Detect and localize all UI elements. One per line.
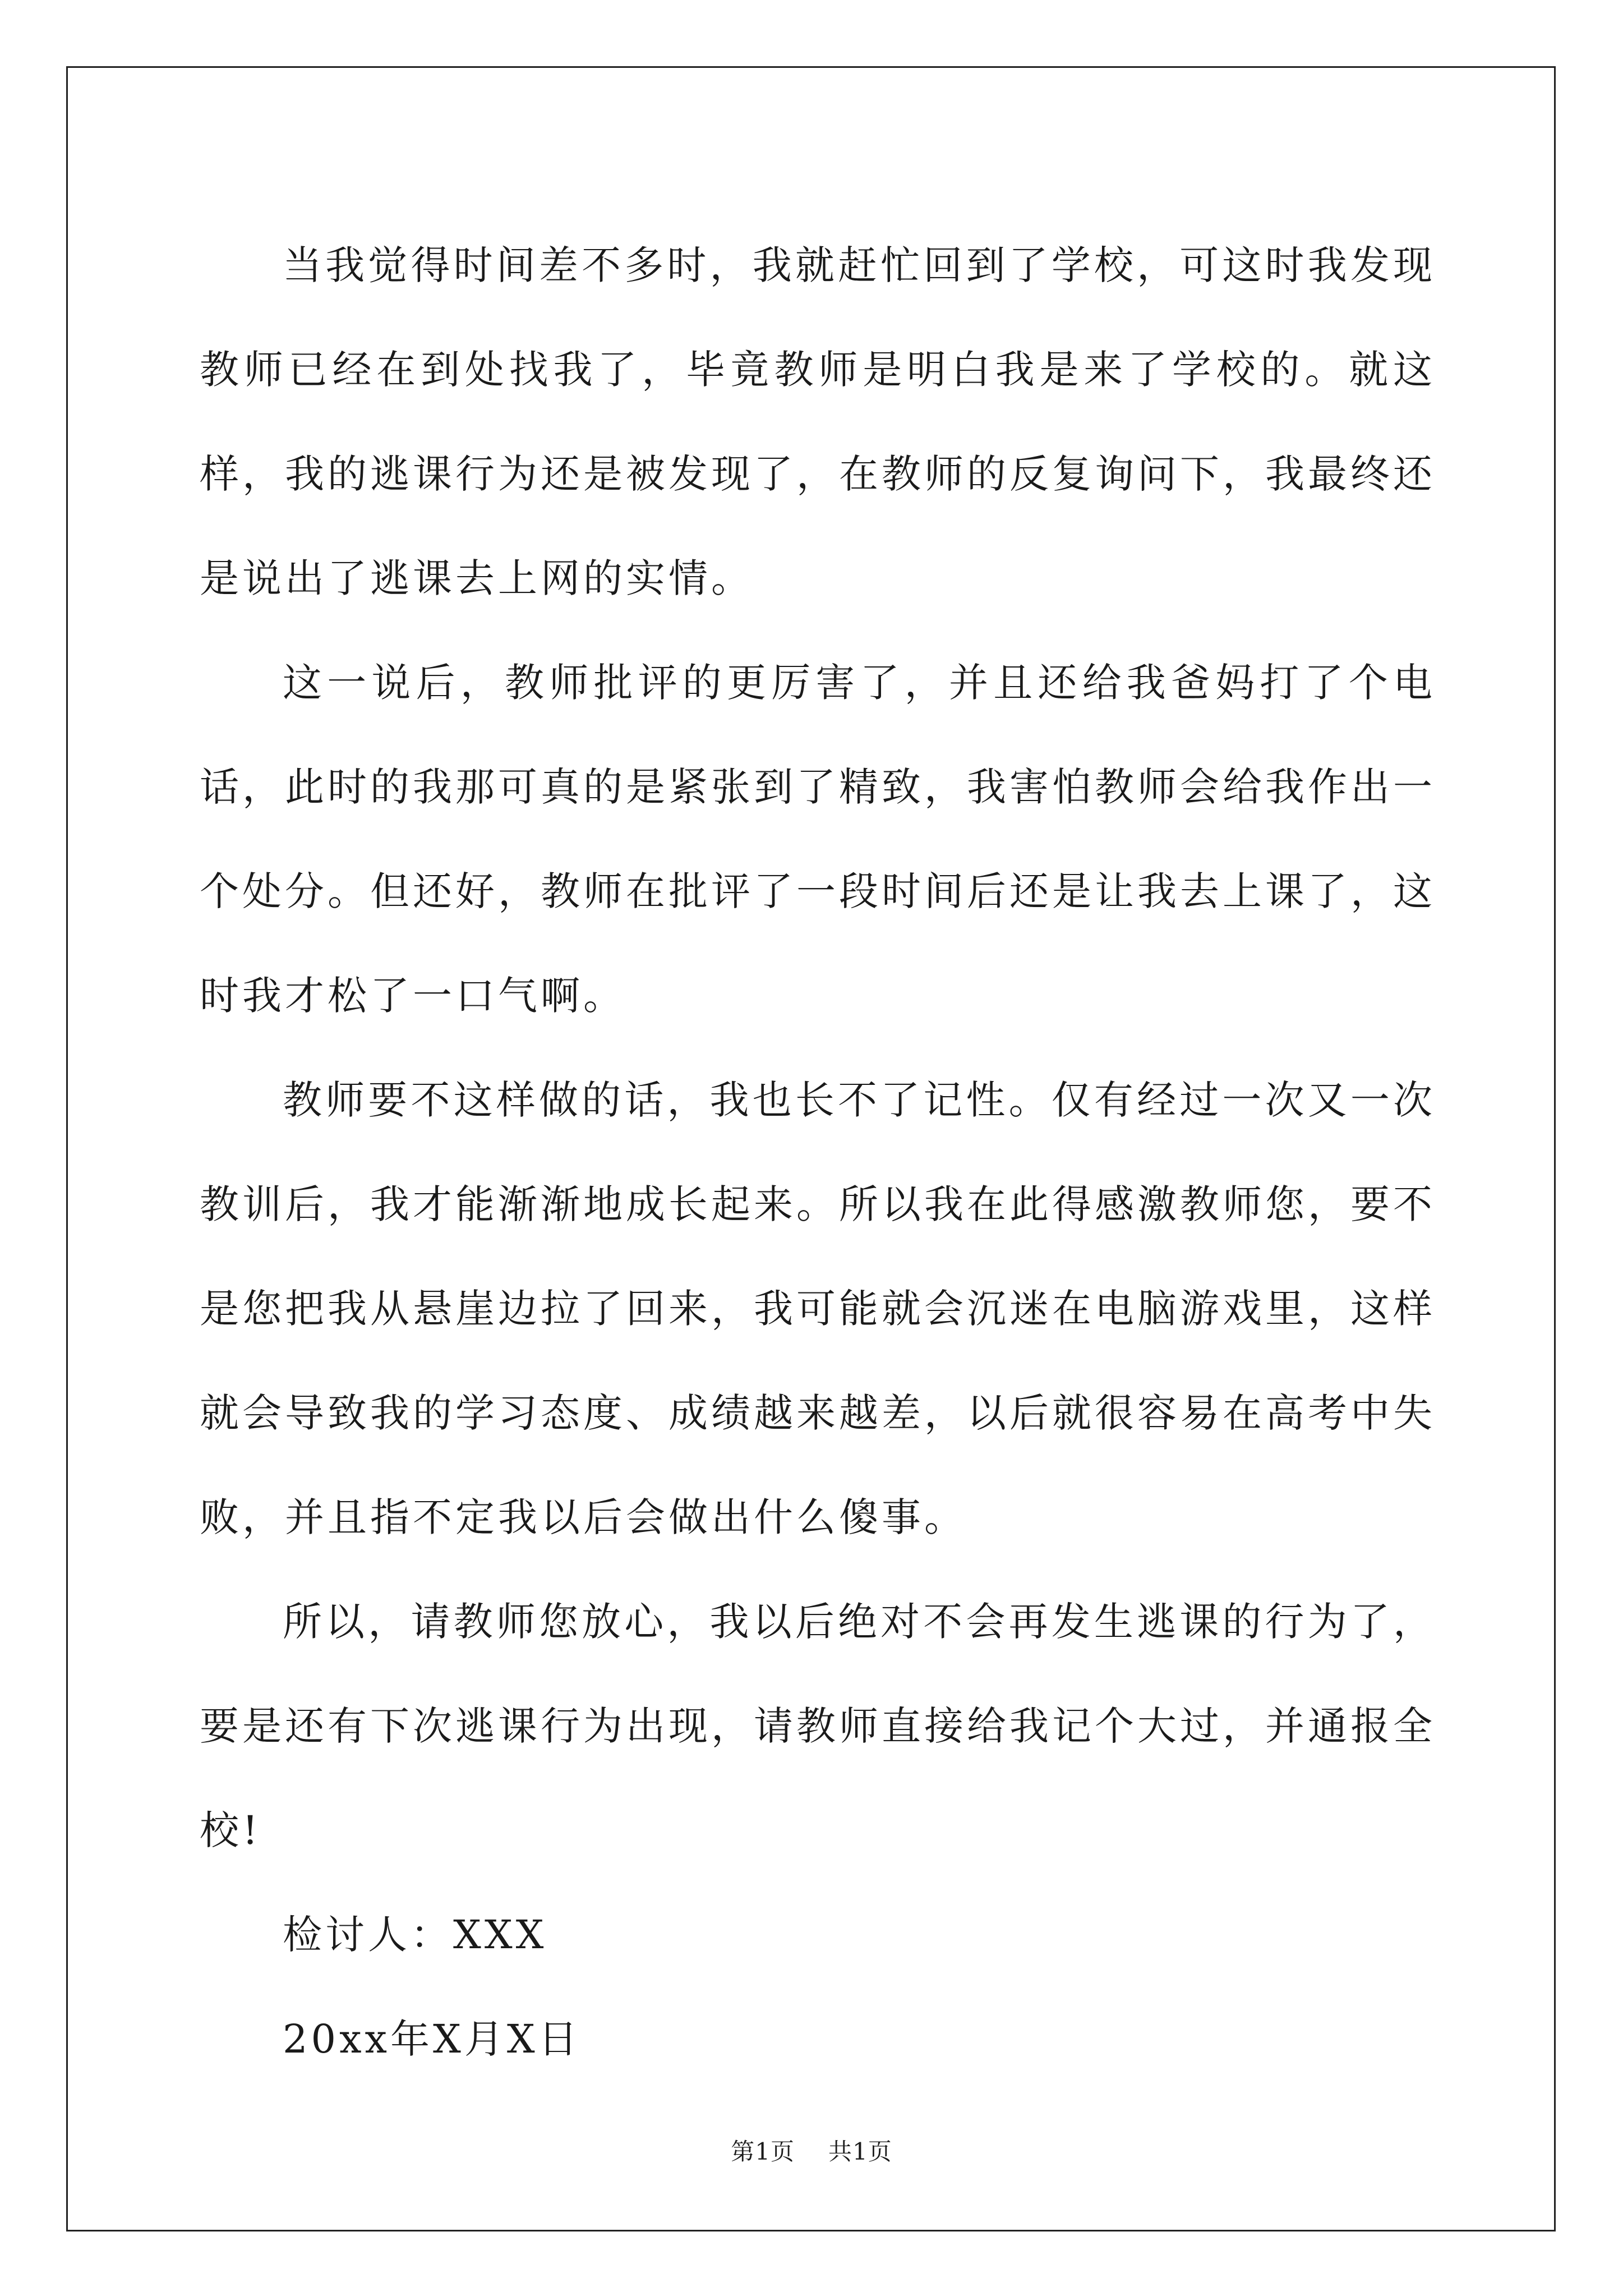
signature-line: 检讨人：XXX bbox=[283, 1912, 547, 1958]
paragraph-1: 当我觉得时间差不多时，我就赶忙回到了学校，可这时我发现教师已经在到处找我了，毕竟教师是明白我是来了学校的。就这样，我的逃课行为还是被发现了，在教师的反复询问下，我最终还是说出了逃课去上网的实情。 bbox=[200, 242, 1436, 601]
date-line: 20xx年X月X日 bbox=[283, 2016, 581, 2062]
paragraph-4: 所以，请教师您放心，我以后绝对不会再发生逃课的行为了，要是还有下次逃课行为出现，请教师直接给我记个大过，并通报全校! bbox=[200, 1599, 1436, 1853]
document-body bbox=[200, 213, 1436, 2091]
paragraph-2: 这一说后，教师批评的更厉害了，并且还给我爸妈打了个电话，此时的我那可真的是紧张到了精致，我害怕教师会给我作出一个处分。但还好，教师在批评了一段时间后还是让我去上课了，这时我才松了一口气啊。 bbox=[200, 660, 1436, 1019]
page-number-current: 第1页 bbox=[731, 2138, 795, 2165]
page-number-total: 共1页 bbox=[828, 2138, 892, 2165]
page-footer bbox=[0, 2135, 1623, 2169]
paragraph-3: 教师要不这样做的话，我也长不了记性。仅有经过一次又一次教训后，我才能渐渐地成长起来。所以我在此得感激教师您，要不是您把我从悬崖边拉了回来，我可能就会沉迷在电脑游戏里，这样就会导致我的学习态度、成绩越来越差，以后就很容易在高考中失败，并且指不定我以后会做出什么傻事。 bbox=[200, 1077, 1436, 1540]
